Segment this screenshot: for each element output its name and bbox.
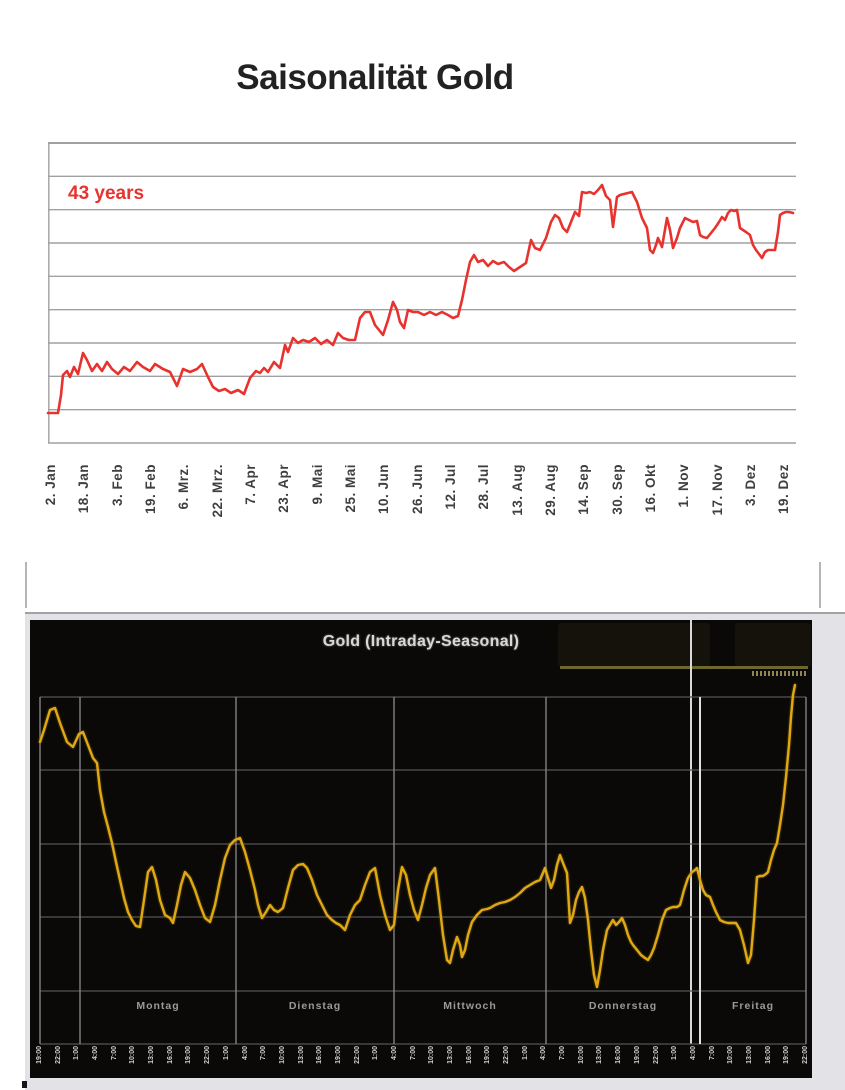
time-tick-label: 16:00 bbox=[615, 1046, 623, 1064]
weekday-label: Donnerstag bbox=[588, 1000, 658, 1012]
weekday-label: Dienstag bbox=[288, 1000, 342, 1012]
time-tick-label: 19:00 bbox=[484, 1046, 492, 1064]
intraday-chart-grid bbox=[40, 697, 806, 1044]
x-tick-label: 23. Apr bbox=[276, 464, 292, 513]
frame-artifact-left bbox=[25, 562, 27, 608]
publisher-logo-mark bbox=[735, 623, 811, 667]
corner-artifact bbox=[22, 1081, 27, 1088]
x-tick-label: 30. Sep bbox=[609, 464, 625, 515]
time-tick-label: 16:00 bbox=[764, 1046, 772, 1064]
x-tick-label: 3. Feb bbox=[109, 464, 125, 507]
time-tick-label: 13:00 bbox=[596, 1046, 604, 1064]
time-tick-label: 1:00 bbox=[73, 1046, 81, 1061]
x-tick-label: 18. Jan bbox=[76, 464, 92, 514]
time-tick-label: 4:00 bbox=[390, 1046, 398, 1061]
time-tick-label: 19:00 bbox=[783, 1046, 791, 1064]
time-tick-label: 16:00 bbox=[465, 1046, 473, 1064]
time-tick-label: 10:00 bbox=[428, 1046, 436, 1064]
x-tick-label: 26. Jun bbox=[409, 464, 425, 515]
x-tick-label: 17. Nov bbox=[709, 464, 725, 516]
intraday-chart-title: Gold (Intraday-Seasonal) bbox=[322, 633, 520, 650]
x-tick-label: 13. Aug bbox=[509, 464, 525, 516]
time-tick-label: 19:00 bbox=[36, 1046, 43, 1064]
seasonal-chart bbox=[48, 143, 796, 443]
x-tick-label: 12. Jul bbox=[442, 464, 458, 510]
x-tick-label: 2. Jan bbox=[43, 464, 58, 506]
x-tick-label: 29. Aug bbox=[542, 464, 558, 516]
time-tick-label: 13:00 bbox=[447, 1046, 455, 1064]
x-tick-label: 10. Jun bbox=[376, 464, 392, 515]
intraday-chart-plot bbox=[40, 697, 806, 1044]
x-tick-label: 19. Feb bbox=[142, 464, 158, 515]
x-tick-label: 1. Nov bbox=[676, 464, 692, 508]
time-tick-label: 16:00 bbox=[166, 1046, 174, 1064]
time-tick-label: 22:00 bbox=[652, 1046, 660, 1064]
time-tick-label: 1:00 bbox=[222, 1046, 230, 1061]
x-tick-label: 22. Mrz. bbox=[209, 464, 225, 518]
time-tick-label: 4:00 bbox=[241, 1046, 249, 1061]
time-tick-label: 19:00 bbox=[334, 1046, 342, 1064]
time-tick-label: 1:00 bbox=[372, 1046, 380, 1061]
weekday-label: Montag bbox=[136, 1000, 180, 1012]
time-tick-label: 10:00 bbox=[129, 1046, 137, 1064]
time-tick-label: 16:00 bbox=[316, 1046, 324, 1064]
x-tick-label: 3. Dez bbox=[742, 464, 758, 507]
x-tick-label: 28. Jul bbox=[476, 464, 492, 510]
time-tick-label: 10:00 bbox=[278, 1046, 286, 1064]
time-tick-label: 10:00 bbox=[727, 1046, 735, 1064]
time-tick-label: 22:00 bbox=[54, 1046, 62, 1064]
weekday-label: Freitag bbox=[731, 1000, 775, 1012]
frame-artifact-right bbox=[819, 562, 821, 608]
time-tick-label: 7:00 bbox=[559, 1046, 567, 1061]
x-tick-label: 7. Apr bbox=[242, 464, 258, 505]
time-tick-label: 4:00 bbox=[540, 1046, 548, 1061]
years-annotation: 43 years bbox=[68, 183, 145, 204]
logo-caption-illegible bbox=[752, 671, 808, 676]
time-tick-label: 22:00 bbox=[503, 1046, 511, 1064]
time-tick-label: 10:00 bbox=[577, 1046, 585, 1064]
time-tick-label: 1:00 bbox=[521, 1046, 529, 1061]
time-tick-label: 1:00 bbox=[671, 1046, 679, 1061]
time-tick-label: 7:00 bbox=[708, 1046, 716, 1061]
time-tick-label: 13:00 bbox=[148, 1046, 156, 1064]
weekday-label: Mittwoch bbox=[443, 1000, 497, 1012]
time-tick-label: 7:00 bbox=[110, 1046, 118, 1061]
time-tick-label: 19:00 bbox=[633, 1046, 641, 1064]
x-tick-label: 19. Dez bbox=[776, 464, 792, 515]
time-tick-label: 22:00 bbox=[802, 1046, 809, 1064]
time-tick-label: 4:00 bbox=[689, 1046, 697, 1061]
time-tick-label: 13:00 bbox=[745, 1046, 753, 1064]
time-tick-label: 7:00 bbox=[260, 1046, 268, 1061]
time-tick-label: 19:00 bbox=[185, 1046, 193, 1064]
time-tick-label: 4:00 bbox=[92, 1046, 100, 1061]
x-tick-label: 25. Mai bbox=[342, 464, 358, 513]
x-tick-label: 9. Mai bbox=[309, 464, 325, 505]
x-tick-label: 14. Sep bbox=[576, 464, 592, 515]
page-title: Saisonalität Gold bbox=[236, 58, 514, 97]
time-tick-label: 7:00 bbox=[409, 1046, 417, 1061]
x-tick-label: 6. Mrz. bbox=[176, 464, 192, 510]
time-tick-label: 22:00 bbox=[353, 1046, 361, 1064]
seasonal-chart-plot bbox=[48, 143, 796, 443]
time-tick-label: 13:00 bbox=[297, 1046, 305, 1064]
time-tick-label: 22:00 bbox=[204, 1046, 212, 1064]
publisher-logo bbox=[558, 623, 710, 667]
x-tick-label: 16. Okt bbox=[642, 464, 658, 513]
logo-underline bbox=[560, 666, 808, 669]
